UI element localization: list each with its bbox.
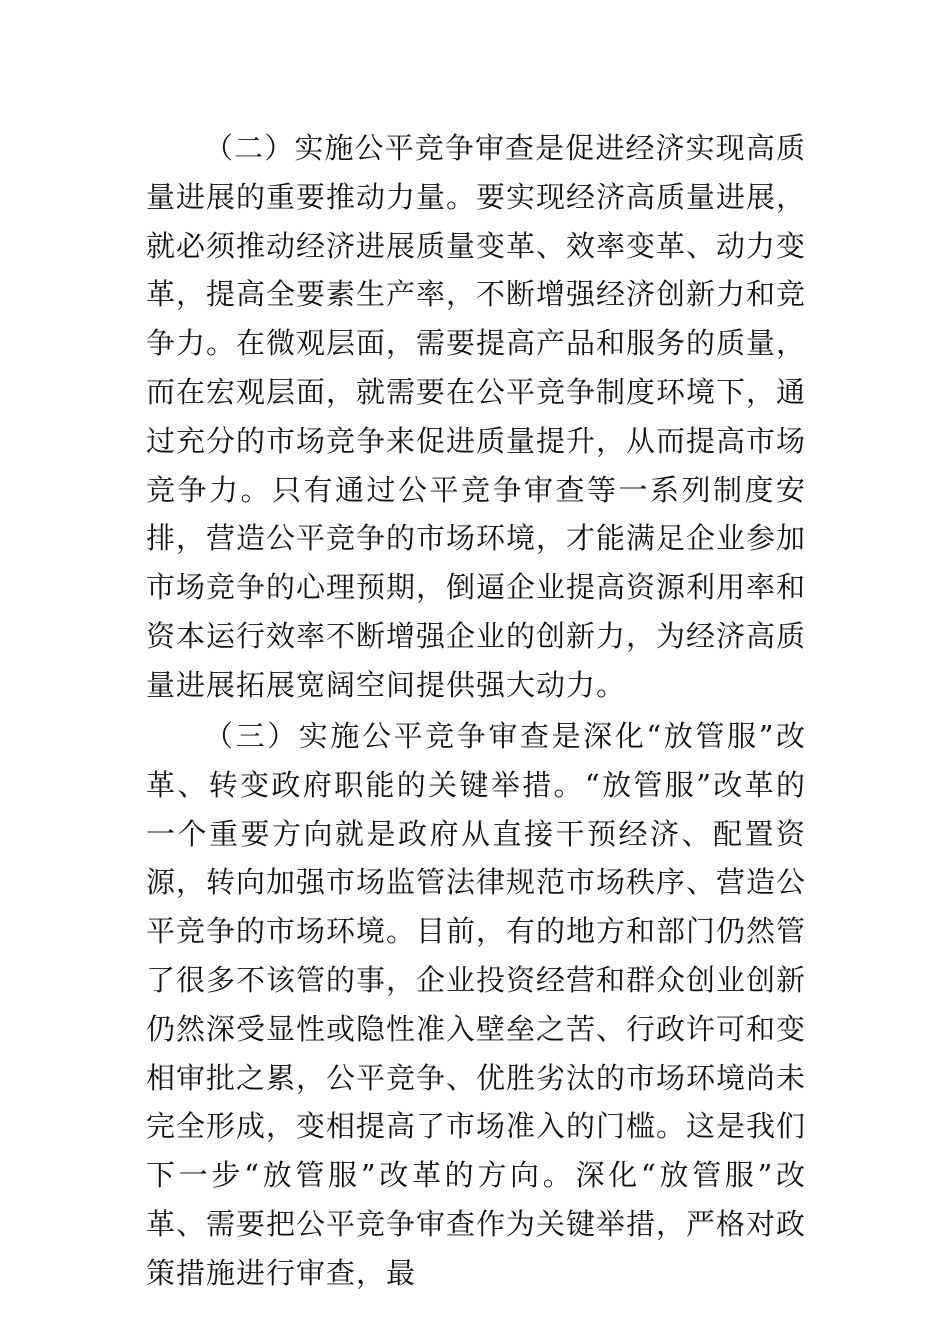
paragraph-section-three: （三）实施公平竞争审查是深化“放管服”改革、转变政府职能的关键举措。“放管服”改革的一个重要方向就是政府从直接干预经济、配置资源，转向加强市场监管法律规范市场秩序、营造公平竞争的市场环境。目前，有的地方和部门仍然管了很多不该管的事，企业投资经营和群众创业创新仍然深受显性或隐性准入壁垒之苦、行政许可和变相审批之累，公平竞争、优胜劣汰的市场环境尚未完全形成，变相提高了市场准入的门槛。这是我们下一步“放管服”改革的方向。深化“放管服”改革、需要把公平竞争审查作为关键举措，严格对政策措施进行审查，最 [146, 719, 807, 1290]
paragraph-section-two: （二）实施公平竞争审查是促进经济实现高质量进展的重要推动力量。要实现经济高质量进展，就必须推动经济进展质量变革、效率变革、动力变革，提高全要素生产率，不断增强经济创新力和竞争力。在微观层面，需要提高产品和服务的质量，而在宏观层面，就需要在公平竞争制度环境下，通过充分的市场竞争来促进质量提升，从而提高市场竞争力。只有通过公平竞争审查等一系列制度安排，营造公平竞争的市场环境，才能满足企业参加市场竞争的心理预期，倒逼企业提高资源利用率和资本运行效率不断增强企业的创新力，为经济高质量进展拓展宽阔空间提供强大动力。 [146, 131, 807, 702]
